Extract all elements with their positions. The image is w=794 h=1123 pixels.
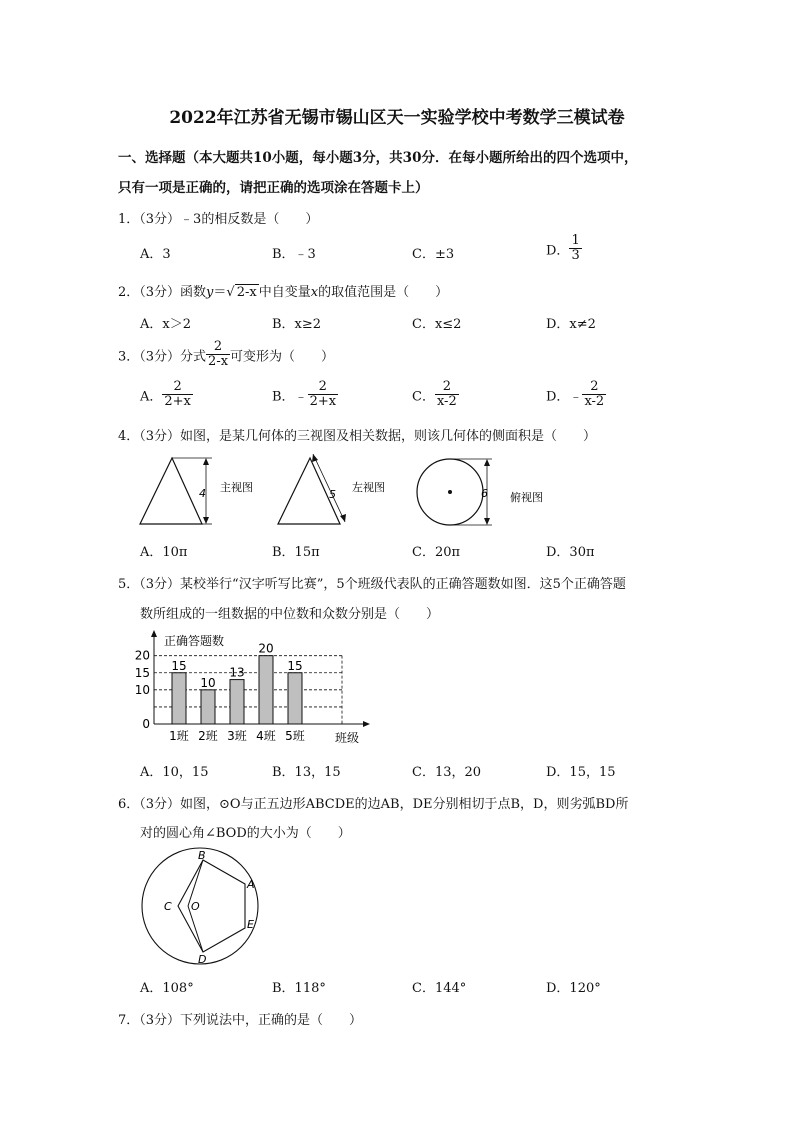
label-c: C <box>164 900 172 913</box>
left-view-label: 左视图 <box>352 481 385 494</box>
q3-option-a[interactable] <box>140 380 193 410</box>
x-axis-label: 班级 <box>335 731 360 745</box>
q1-option-d-fraction <box>569 234 581 264</box>
q6-option-d[interactable]: D．120° <box>546 981 601 996</box>
option-fraction <box>435 380 459 410</box>
chart-title: 正确答题数 <box>164 634 225 648</box>
arrow-up-icon <box>312 454 318 462</box>
bar-value-label: 10 <box>200 675 216 690</box>
q2-middle: 中自变量 <box>258 285 311 300</box>
q6-option-a[interactable]: A．108° <box>140 981 194 996</box>
bar <box>259 656 273 724</box>
q4-option-d[interactable]: D．30π <box>546 545 595 560</box>
q1-option-c[interactable]: C．±3 <box>412 247 455 262</box>
option-prefix: C． <box>412 389 435 405</box>
front-view-label: 主视图 <box>220 481 253 494</box>
section-heading-line2: 只有一项是正确的，请把正确的选项涂在答题卡上） <box>118 180 429 196</box>
fraction-denominator: 3 <box>571 248 580 264</box>
question-4: 4．（3分）如图，是某几何体的三视图及相关数据，则该几何体的侧面积是（ ） <box>118 429 597 444</box>
fraction-denominator: 2-x <box>208 354 229 370</box>
q2-radicand: 2-x <box>236 285 257 300</box>
option-fraction <box>582 380 606 410</box>
q5-option-d[interactable]: D．15，15 <box>546 765 616 780</box>
y-tick-label: 0 <box>142 717 150 731</box>
q4-option-b[interactable]: B．15π <box>272 545 320 560</box>
q2-var-y: y <box>206 285 214 300</box>
label-b: B <box>198 849 206 862</box>
q3-prefix: 3．（3分）分式 <box>118 349 207 365</box>
q2-equals: ＝ <box>213 285 227 300</box>
fraction-numerator: 2 <box>162 380 193 395</box>
q4-option-c[interactable]: C．20π <box>412 545 461 560</box>
q2-option-d[interactable]: D．x≠2 <box>546 317 596 332</box>
q2-option-c[interactable]: C．x≤2 <box>412 317 462 332</box>
bar <box>288 673 302 724</box>
x-tick-label: 5班 <box>285 729 305 743</box>
bar-value-label: 20 <box>258 641 274 656</box>
question-5-line1: 5．（3分）某校举行“汉字听写比赛”，5个班级代表队的正确答题数如图．这5个正确答题 <box>118 577 626 592</box>
label-a: A <box>247 878 255 891</box>
fraction-denominator: x-2 <box>436 394 457 410</box>
x-tick-label: 3班 <box>227 729 247 743</box>
option-prefix: D．﹣ <box>546 389 583 405</box>
question-6-line1: 6．（3分）如图，⊙O与正五边形ABCDE的边AB，DE分别相切于点B，D，则劣弧BD所 <box>118 797 629 812</box>
sqrt-sign: √ <box>226 285 235 300</box>
q1-option-a[interactable]: A．3 <box>140 247 171 262</box>
q2-var-x: x <box>310 285 319 300</box>
q2-option-b[interactable]: B．x≥2 <box>272 317 322 332</box>
fraction-denominator: 2+x <box>309 394 337 410</box>
question-3 <box>118 340 334 370</box>
left-view-dimension: 5 <box>329 488 336 501</box>
bar-value-label: 15 <box>287 658 303 673</box>
three-view-figure <box>130 452 630 538</box>
label-d: D <box>198 953 207 966</box>
option-prefix: B．﹣ <box>272 389 308 405</box>
x-tick-label: 4班 <box>256 729 276 743</box>
q3-suffix: 可变形为（ ） <box>230 349 335 365</box>
fraction-numerator: 2 <box>435 380 459 395</box>
q1-option-b[interactable]: B．﹣3 <box>272 247 316 262</box>
front-view-dimension: 4 <box>199 487 206 500</box>
question-6-line2: 对的圆心角∠BOD的大小为（ ） <box>140 826 351 841</box>
bar <box>172 673 186 724</box>
circle-pentagon-figure <box>130 846 270 966</box>
q3-option-b[interactable] <box>272 380 338 410</box>
label-e: E <box>247 918 254 931</box>
x-tick-label: 2班 <box>198 729 218 743</box>
arrow-down-icon <box>484 518 490 525</box>
bar <box>230 680 244 724</box>
bar-value-label: 15 <box>171 658 187 673</box>
q3-option-d[interactable] <box>546 380 606 410</box>
fraction-numerator: 2 <box>206 340 230 355</box>
top-view-center-dot <box>448 490 452 494</box>
q6-option-b[interactable]: B．118° <box>272 981 326 996</box>
q2-prefix: 2．（3分）函数 <box>118 285 207 300</box>
arrow-up-icon <box>484 459 490 466</box>
front-view-triangle <box>140 458 202 524</box>
x-tick-label: 1班 <box>169 729 189 743</box>
top-view-dimension: 6 <box>481 487 488 500</box>
bar-value-label: 13 <box>229 665 245 680</box>
top-view-label: 俯视图 <box>510 491 543 504</box>
question-7: 7．（3分）下列说法中，正确的是（ ） <box>118 1013 363 1028</box>
q1-option-d-prefix: D． <box>546 243 570 259</box>
section-heading-line1: 一、选择题（本大题共10小题，每小题3分，共30分．在每小题所给出的四个选项中， <box>118 150 638 166</box>
fraction-denominator: x-2 <box>584 394 605 410</box>
q5-option-b[interactable]: B．13，15 <box>272 765 341 780</box>
question-5-line2: 数所组成的一组数据的中位数和众数分别是（ ） <box>140 607 440 622</box>
y-tick-label: 10 <box>134 682 150 697</box>
bar-chart <box>130 628 380 750</box>
q1-option-d[interactable] <box>546 234 582 264</box>
fraction-denominator: 2+x <box>164 394 191 410</box>
q3-option-c[interactable] <box>412 380 459 410</box>
arrow-down-icon <box>340 514 346 522</box>
page-title: 2022年江苏省无锡市锡山区天一实验学校中考数学三模试卷 <box>169 108 625 128</box>
y-tick-label: 20 <box>134 648 150 663</box>
q2-suffix: 的取值范围是（ ） <box>318 285 449 300</box>
question-2 <box>118 281 448 300</box>
q6-option-c[interactable]: C．144° <box>412 981 467 996</box>
arrow-down-icon <box>203 517 209 524</box>
option-fraction <box>162 380 193 410</box>
option-fraction <box>308 380 339 410</box>
q5-option-c[interactable]: C．13，20 <box>412 765 482 780</box>
q4-option-a[interactable]: A．10π <box>140 545 188 560</box>
option-prefix: A． <box>140 389 163 405</box>
label-o: O <box>191 900 200 913</box>
q2-option-a[interactable]: A．x＞2 <box>140 317 191 332</box>
q5-option-a[interactable]: A．10，15 <box>140 765 209 780</box>
question-1: 1．（3分）﹣3的相反数是（ ） <box>118 212 319 227</box>
fraction-numerator: 1 <box>571 233 580 248</box>
arrow-right-icon <box>363 721 370 727</box>
arrow-up-icon <box>203 458 209 465</box>
fraction-numerator: 2 <box>582 380 606 395</box>
y-tick-label: 15 <box>134 665 150 680</box>
arrow-up-icon <box>151 630 157 637</box>
fraction-numerator: 2 <box>308 380 339 395</box>
q3-fraction <box>206 340 230 370</box>
bar <box>201 690 215 724</box>
